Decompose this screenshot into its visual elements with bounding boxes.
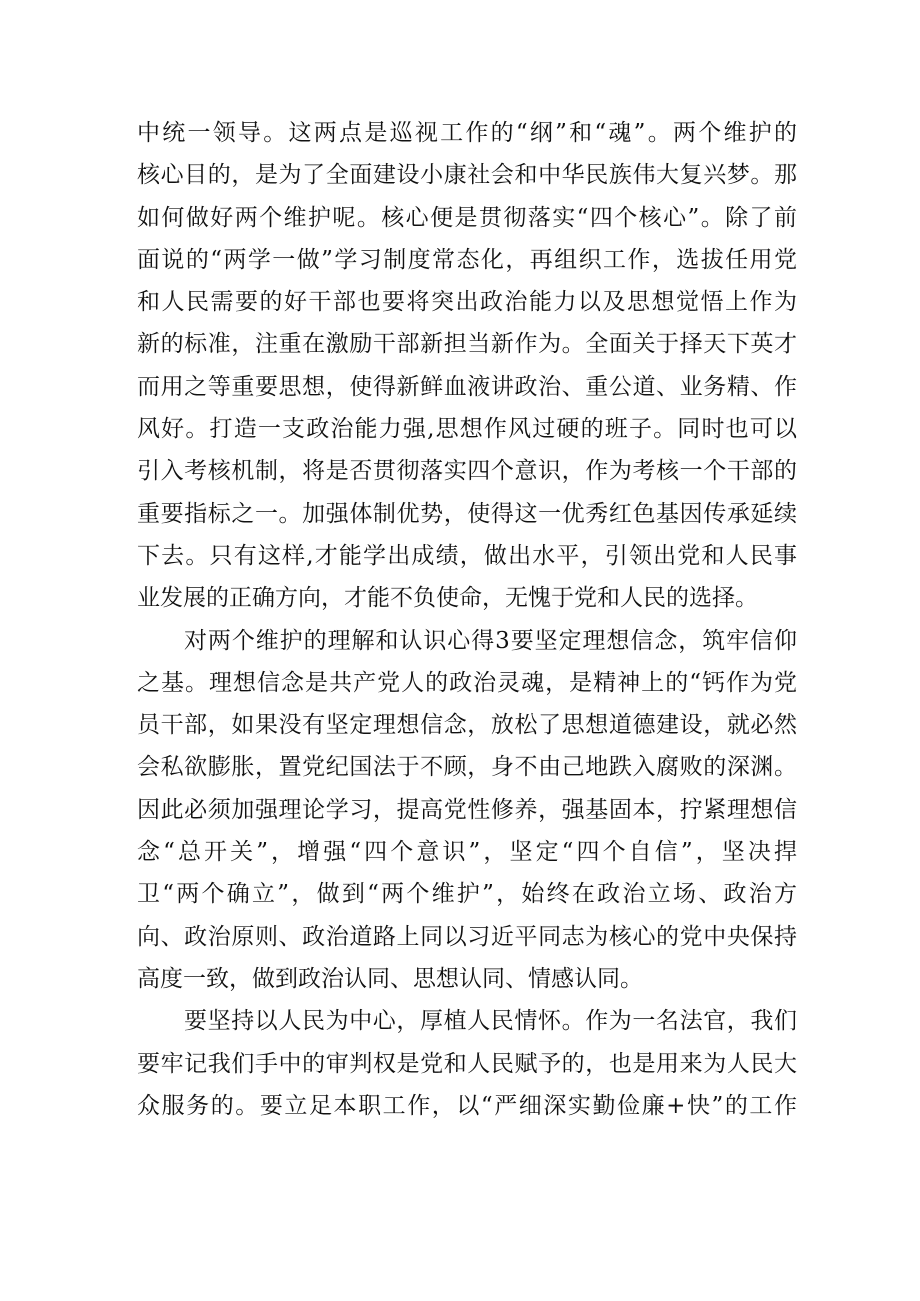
paragraph-line: 高度一致，做到政治认同、思想认同、情感认同。 <box>137 965 643 992</box>
paragraph-line: 下去。只有这样,才能学出成绩，做出水平，引领出党和人民事 <box>137 542 797 569</box>
document-page <box>137 112 797 1127</box>
paragraph-line: 核心目的，是为了全面建设小康社会和中华民族伟大复兴梦。那 <box>137 162 797 189</box>
paragraph-line: 向、政治原则、政治道路上同以习近平同志为核心的党中央保持 <box>137 923 797 950</box>
paragraph-line: 之基。理想信念是共产党人的政治灵魂，是精神上的“钙作为党 <box>137 669 797 696</box>
paragraph-line: 如何做好两个维护呢。核心便是贯彻落实“四个核心”。除了前 <box>137 204 797 231</box>
paragraph-line: 中统一领导。这两点是巡视工作的“纲”和“魂”。两个维护的 <box>137 120 797 146</box>
paragraph-line: 会私欲膨胀，置党纪国法于不顾，身不由己地跌入腐败的深渊。 <box>137 754 797 781</box>
paragraph-line: 新的标准，注重在激励干部新担当新作为。全面关于择天下英才 <box>137 331 797 358</box>
paragraph-2 <box>137 620 797 1001</box>
paragraph-line: 业发展的正确方向，才能不负使命，无愧于党和人民的选择。 <box>137 585 758 612</box>
paragraph-line: 念“总开关”，增强“四个意识”，坚定“四个自信”，坚决捍 <box>137 839 797 866</box>
paragraph-line: 员干部，如果没有坚定理想信念，放松了思想道德建设，就必然 <box>137 712 797 739</box>
paragraph-line: 众服务的。要立足本职工作，以“严细深实勤俭廉+快”的工作 <box>137 1092 797 1119</box>
paragraph-3 <box>137 1000 797 1127</box>
paragraph-line: 因此必须加强理论学习，提高党性修养，强基固本，拧紧理想信 <box>137 796 797 823</box>
paragraph-line: 要牢记我们手中的审判权是党和人民赋予的，也是用来为人民大 <box>137 1050 797 1077</box>
paragraph-line: 对两个维护的理解和认识心得3要坚定理想信念，筑牢信仰 <box>184 627 797 654</box>
paragraph-1 <box>137 112 797 620</box>
paragraph-line: 重要指标之一。加强体制优势，使得这一优秀红色基因传承延续 <box>137 500 797 527</box>
paragraph-line: 而用之等重要思想，使得新鲜血液讲政治、重公道、业务精、作 <box>137 373 797 400</box>
paragraph-line: 风好。打造一支政治能力强,思想作风过硬的班子。同时也可以 <box>137 416 797 443</box>
paragraph-line: 面说的“两学一做”学习制度常态化，再组织工作，选拔任用党 <box>137 246 797 273</box>
paragraph-line: 和人民需要的好干部也要将突出政治能力以及思想觉悟上作为 <box>137 289 797 316</box>
paragraph-line: 卫“两个确立”，做到“两个维护”，始终在政治立场、政治方 <box>137 881 797 908</box>
paragraph-line: 要坚持以人民为中心，厚植人民情怀。作为一名法官，我们 <box>184 1008 797 1035</box>
paragraph-line: 引入考核机制，将是否贯彻落实四个意识，作为考核一个干部的 <box>137 458 797 485</box>
